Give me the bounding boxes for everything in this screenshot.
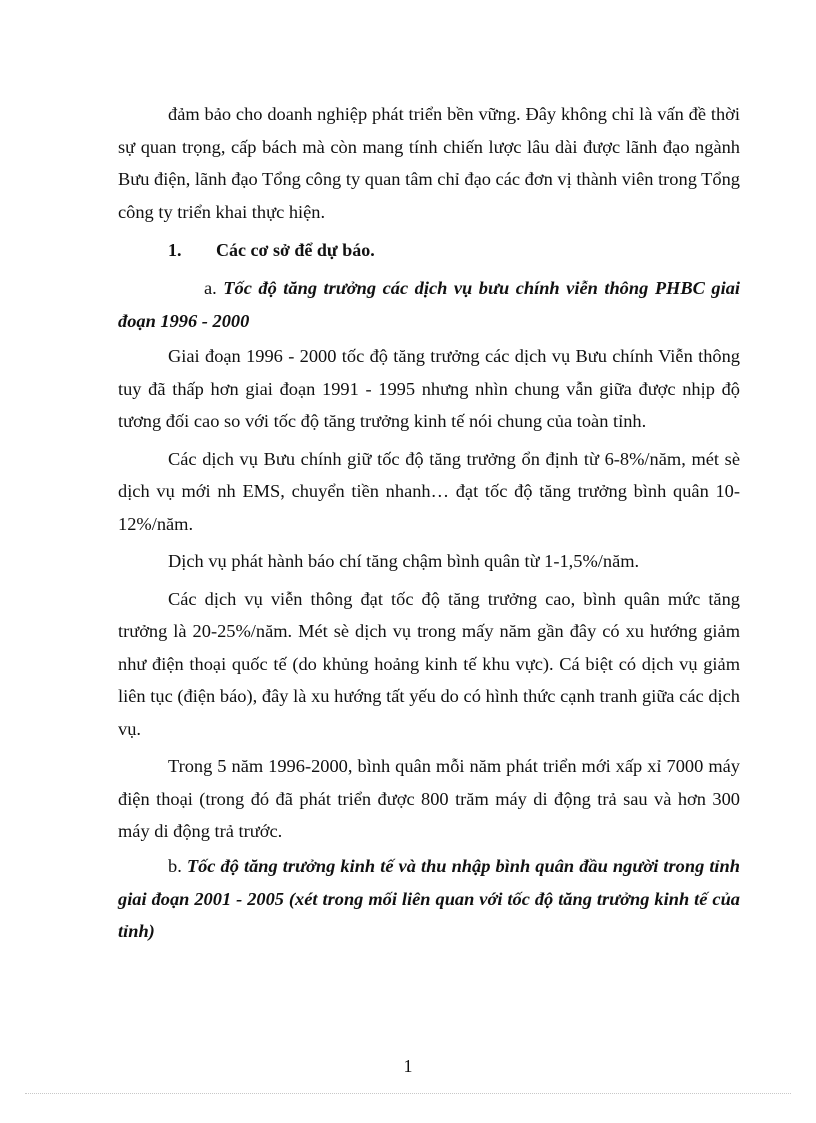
page-bottom-divider	[25, 1093, 791, 1094]
paragraph: Các dịch vụ viễn thông đạt tốc độ tăng trưởng cao, bình quân mức tăng trưởng là 20-25%/năm. Mét sè dịch vụ trong mấy năm gần đây có xu hướng giảm như điện thoại quốc tế (do khủng hoảng kinh tế khu vực). Cá biệt có dịch vụ giảm liên tục (điện báo), đây là xu hướng tất yếu do có hình thức cạnh tranh giữa các dịch vụ.	[118, 588, 740, 739]
section-title: Các cơ sở để dự báo.	[216, 240, 375, 260]
paragraph: Các dịch vụ Bưu chính giữ tốc độ tăng trưởng ổn định từ 6-8%/năm, mét sè dịch vụ mới nh EMS, chuyển tiền nhanh… đạt tốc độ tăng trưởng bình quân 10-12%/năm.	[118, 448, 740, 534]
subsection-a-prefix: a.	[204, 278, 224, 298]
subsection-b-prefix: b.	[168, 856, 187, 876]
body-block	[118, 340, 740, 848]
page-number: 1	[403, 1056, 413, 1076]
paragraph: Trong 5 năm 1996-2000, bình quân mỗi năm phát triển mới xấp xỉ 7000 máy điện thoại (trong đó đã phát triển được 800 trăm máy di động trả sau và hơn 300 máy di động trả trước.	[118, 756, 740, 841]
section-heading	[168, 240, 375, 261]
intro-paragraph: đảm bảo cho doanh nghiệp phát triển bền vững. Đây không chỉ là vấn đề thời sự quan trọng, cấp bách mà còn mang tính chiến lược lâu dài được lãnh đạo ngành Bưu điện, lãnh đạo Tổng công ty quan tâm chỉ đạo các đơn vị thành viên trong Tổng công ty triển khai thực hiện.	[118, 104, 740, 222]
paragraph: Giai đoạn 1996 - 2000 tốc độ tăng trưởng các dịch vụ Bưu chính Viễn thông tuy đã thấp hơn giai đoạn 1991 - 1995 nhưng nhìn chung vẫn giữa được nhịp độ tương đối cao so với tốc độ tăng trưởng kinh tế nói chung của toàn tỉnh.	[118, 346, 740, 431]
subsection-a-title: Tốc độ tăng trưởng các dịch vụ bưu chính viễn thông PHBC giai đoạn 1996 - 2000	[118, 278, 741, 331]
subsection-b-heading	[118, 850, 740, 948]
paragraph: Dịch vụ phát hành báo chí tăng chậm bình quân từ 1-1,5%/năm.	[168, 551, 640, 571]
section-number: 1.	[168, 240, 182, 260]
intro-block	[118, 98, 740, 228]
subsection-b-title: Tốc độ tăng trưởng kinh tế và thu nhập bình quân đầu người trong tỉnh giai đoạn 2001 - 2005 (xét trong mối liên quan với tốc độ tăng trưởng kinh tế của tỉnh)	[118, 856, 740, 941]
subsection-a-heading	[118, 272, 740, 337]
